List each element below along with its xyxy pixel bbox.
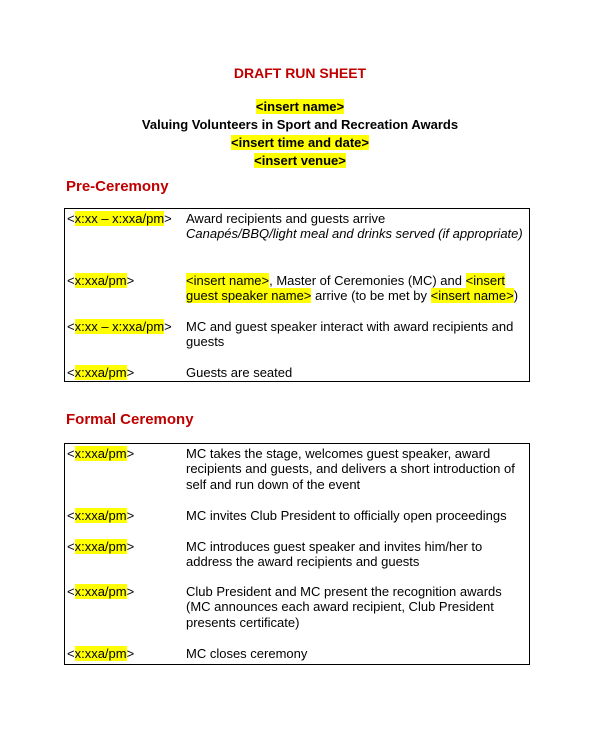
row-description: <insert name>, Master of Ceremonies (MC) and <insert guest speaker name> arrive (to be met by <insert name>) xyxy=(186,273,519,304)
time-slot: <x:xxa/pm> xyxy=(67,539,135,554)
time-slot: <x:xxa/pm> xyxy=(67,508,135,523)
row-description: MC closes ceremony xyxy=(186,646,308,661)
table-row xyxy=(65,539,529,570)
row-description: Guests are seated xyxy=(186,365,293,380)
document-title: DRAFT RUN SHEET xyxy=(233,65,367,81)
row-description: MC invites Club President to officially open proceedings xyxy=(186,508,507,523)
time-slot: <x:xx – x:xxa/pm> xyxy=(67,211,172,226)
time-slot: <x:xxa/pm> xyxy=(67,365,135,380)
time-slot: <x:xxa/pm> xyxy=(67,646,135,661)
table-row xyxy=(65,646,529,661)
table-row xyxy=(65,319,529,350)
pre-ceremony-table xyxy=(64,208,530,382)
table-row xyxy=(65,446,529,492)
time-date-placeholder: <insert time and date> xyxy=(231,135,369,150)
venue-placeholder: <insert venue> xyxy=(254,153,346,168)
time-slot: <x:xx – x:xxa/pm> xyxy=(67,319,172,334)
table-row xyxy=(65,508,529,523)
table-row xyxy=(65,365,529,380)
name-placeholder: <insert name> xyxy=(255,99,345,114)
formal-ceremony-table xyxy=(64,443,530,665)
row-description: MC and guest speaker interact with award recipients and guests xyxy=(186,319,514,350)
row-description: MC takes the stage, welcomes guest speaker, award recipients and guests, and delivers a short introduction of self and run down of the event xyxy=(186,446,515,492)
table-row xyxy=(65,211,529,242)
table-row xyxy=(65,584,529,630)
row-description: MC introduces guest speaker and invites him/her to address the award recipients and guests xyxy=(186,539,483,570)
time-slot: <x:xxa/pm> xyxy=(67,584,135,599)
row-description: Award recipients and guests arrive Canapés/BBQ/light meal and drinks served (if appropriate) xyxy=(186,211,523,242)
pre-ceremony-heading: Pre-Ceremony xyxy=(66,178,169,195)
formal-ceremony-heading: Formal Ceremony xyxy=(66,411,194,428)
table-row xyxy=(65,273,529,304)
event-header xyxy=(0,98,600,170)
event-title: Valuing Volunteers in Sport and Recreation Awards xyxy=(141,117,459,132)
time-slot: <x:xxa/pm> xyxy=(67,273,135,288)
row-description: Club President and MC present the recognition awards (MC announces each award recipient, Club President presents certificate) xyxy=(186,584,502,630)
time-slot: <x:xxa/pm> xyxy=(67,446,135,461)
